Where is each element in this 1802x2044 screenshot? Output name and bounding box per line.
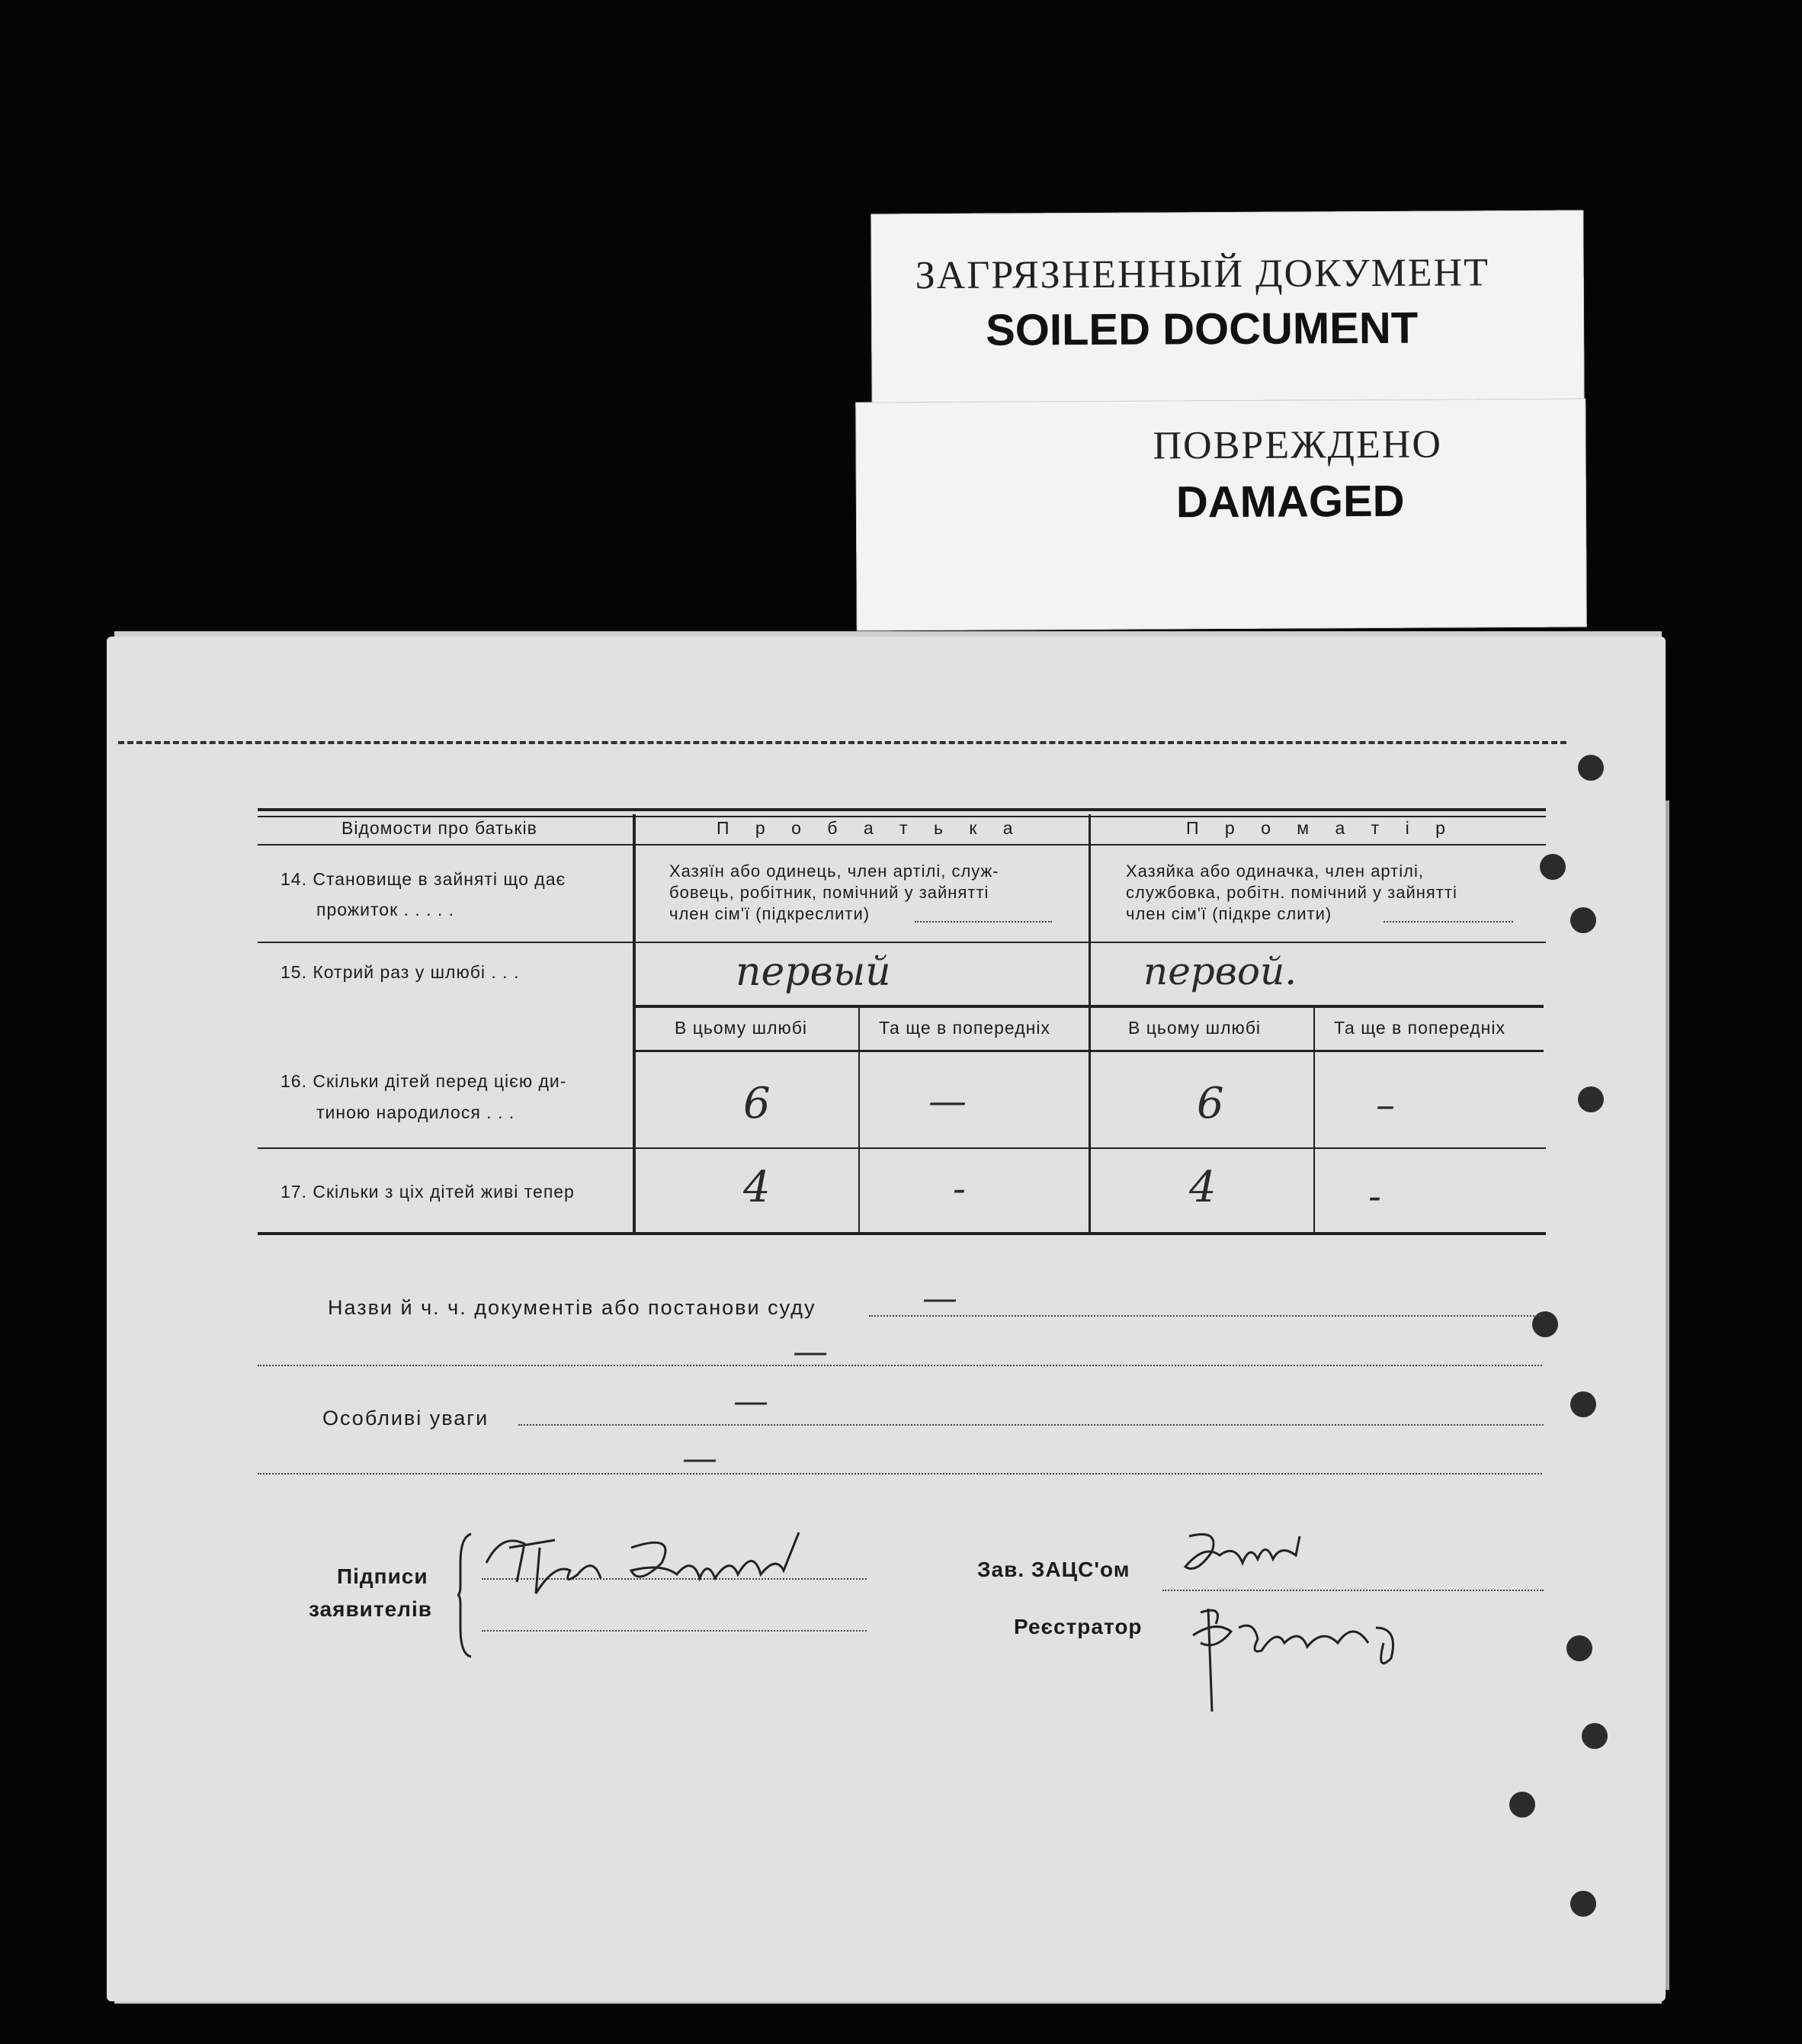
row16-label-line2: тиною народилося . . .	[316, 1102, 515, 1122]
row17-label: 17. Скільки з ціх дітей живі тепер	[281, 1182, 575, 1202]
subheader-father-previous: Та ще в попередніх	[879, 1018, 1050, 1038]
notes-dotline	[518, 1424, 1544, 1426]
table-top-line	[258, 808, 1546, 811]
row14-father-line2: бовець, робітник, помічний у зайнятті	[669, 883, 989, 902]
notes-dotline-2	[258, 1473, 1542, 1474]
notes-value-2: —	[682, 1437, 717, 1478]
binding-hole	[1570, 1391, 1596, 1417]
row14-label-line2: прожиток . . . . .	[316, 900, 455, 919]
documents-label: Назви й ч. ч. документів або постанови суду	[328, 1296, 816, 1319]
row14-label-line1: 14. Становище в зайняті що дає	[281, 869, 566, 889]
row14-father-dotline	[915, 921, 1052, 923]
applicants-dotline-2	[482, 1630, 867, 1632]
soiled-document-label	[871, 210, 1584, 420]
table-bottom-line	[258, 1232, 1546, 1235]
binding-hole	[1540, 854, 1566, 880]
table-line	[258, 844, 1546, 846]
row16-father-this: 6	[743, 1079, 771, 1128]
binding-hole	[1578, 1086, 1604, 1112]
registrar-label: Реєстратор	[1014, 1615, 1143, 1638]
binding-hole	[1570, 907, 1596, 933]
notes-label: Особливі уваги	[322, 1407, 489, 1430]
header-parents-info: Відомости про батьків	[341, 818, 537, 838]
row14-father-line1: Хазяїн або одинець, член артілі, служ-	[669, 862, 999, 881]
notes-value: —	[733, 1380, 768, 1421]
subheader-mother-previous: Та ще в попередніх	[1334, 1018, 1505, 1038]
row16-father-prev: —	[928, 1079, 967, 1123]
subheader-father-this-marriage: В цьому шлюбі	[675, 1018, 808, 1038]
binding-hole	[1570, 1891, 1596, 1917]
subheader-mother-this-marriage: В цьому шлюбі	[1128, 1018, 1262, 1038]
row16-mother-prev: –	[1376, 1083, 1395, 1127]
table-vline	[858, 1008, 860, 1234]
binding-hole	[1566, 1635, 1592, 1661]
row14-father-line3: член сім'ї (підкреслити)	[669, 904, 871, 923]
documents-value: —	[922, 1277, 957, 1318]
row15-mother-value: первой.	[1143, 949, 1297, 993]
damaged-label-ru: ПОВРЕЖДЕНО	[1153, 422, 1443, 468]
head-signature	[1174, 1521, 1311, 1597]
documents-dotline	[869, 1315, 1544, 1317]
soiled-label-en: SOILED DOCUMENT	[985, 303, 1419, 355]
documents-value-2: —	[793, 1330, 828, 1372]
header-about-father: П р о б а т ь к а	[717, 818, 1024, 838]
row14-mother-line2: службовка, робітн. помічний у зайнятті	[1126, 883, 1457, 902]
row16-label-line1: 16. Скільки дітей перед цією ди-	[281, 1071, 567, 1091]
perforation-line	[118, 741, 1566, 744]
damaged-label-en: DAMAGED	[1175, 476, 1405, 528]
row17-mother-this: 4	[1189, 1163, 1217, 1212]
row14-mother-dotline	[1384, 921, 1513, 923]
table-line	[258, 942, 1546, 943]
row17-father-this: 4	[743, 1163, 771, 1212]
soiled-label-ru: ЗАГРЯЗНЕННЫЙ ДОКУМЕНТ	[915, 251, 1490, 298]
head-of-registry-label: Зав. ЗАЦС'ом	[977, 1558, 1130, 1581]
table-vline	[633, 814, 636, 1234]
damaged-document-label	[855, 398, 1587, 631]
applicants-signatures-label-2: заявителів	[309, 1597, 432, 1621]
table-line	[258, 816, 1546, 817]
row17-mother-prev: -	[1368, 1174, 1381, 1218]
applicants-signatures-label-1: Підписи	[337, 1564, 428, 1588]
binding-hole	[1578, 755, 1604, 781]
binding-hole	[1582, 1723, 1608, 1749]
row17-father-prev: -	[953, 1166, 966, 1211]
row16-mother-this: 6	[1197, 1079, 1224, 1128]
table-vline	[1089, 814, 1091, 1234]
row14-mother-line1: Хазяйка або одиначка, член артілі,	[1126, 862, 1424, 881]
table-line	[258, 1147, 1546, 1149]
header-about-mother: П р о м а т і р	[1186, 818, 1456, 838]
brace-icon	[456, 1532, 474, 1658]
row15-father-value: первый	[736, 949, 891, 995]
registrar-signature	[1185, 1597, 1414, 1719]
applicant-signature	[479, 1517, 829, 1609]
documents-dotline-2	[258, 1365, 1542, 1366]
row14-mother-line3: член сім'ї (підкре слити)	[1126, 904, 1332, 923]
binding-hole	[1509, 1792, 1535, 1818]
table-vline	[1313, 1008, 1315, 1234]
row15-label: 15. Котрий раз у шлюбі . . .	[281, 962, 520, 982]
